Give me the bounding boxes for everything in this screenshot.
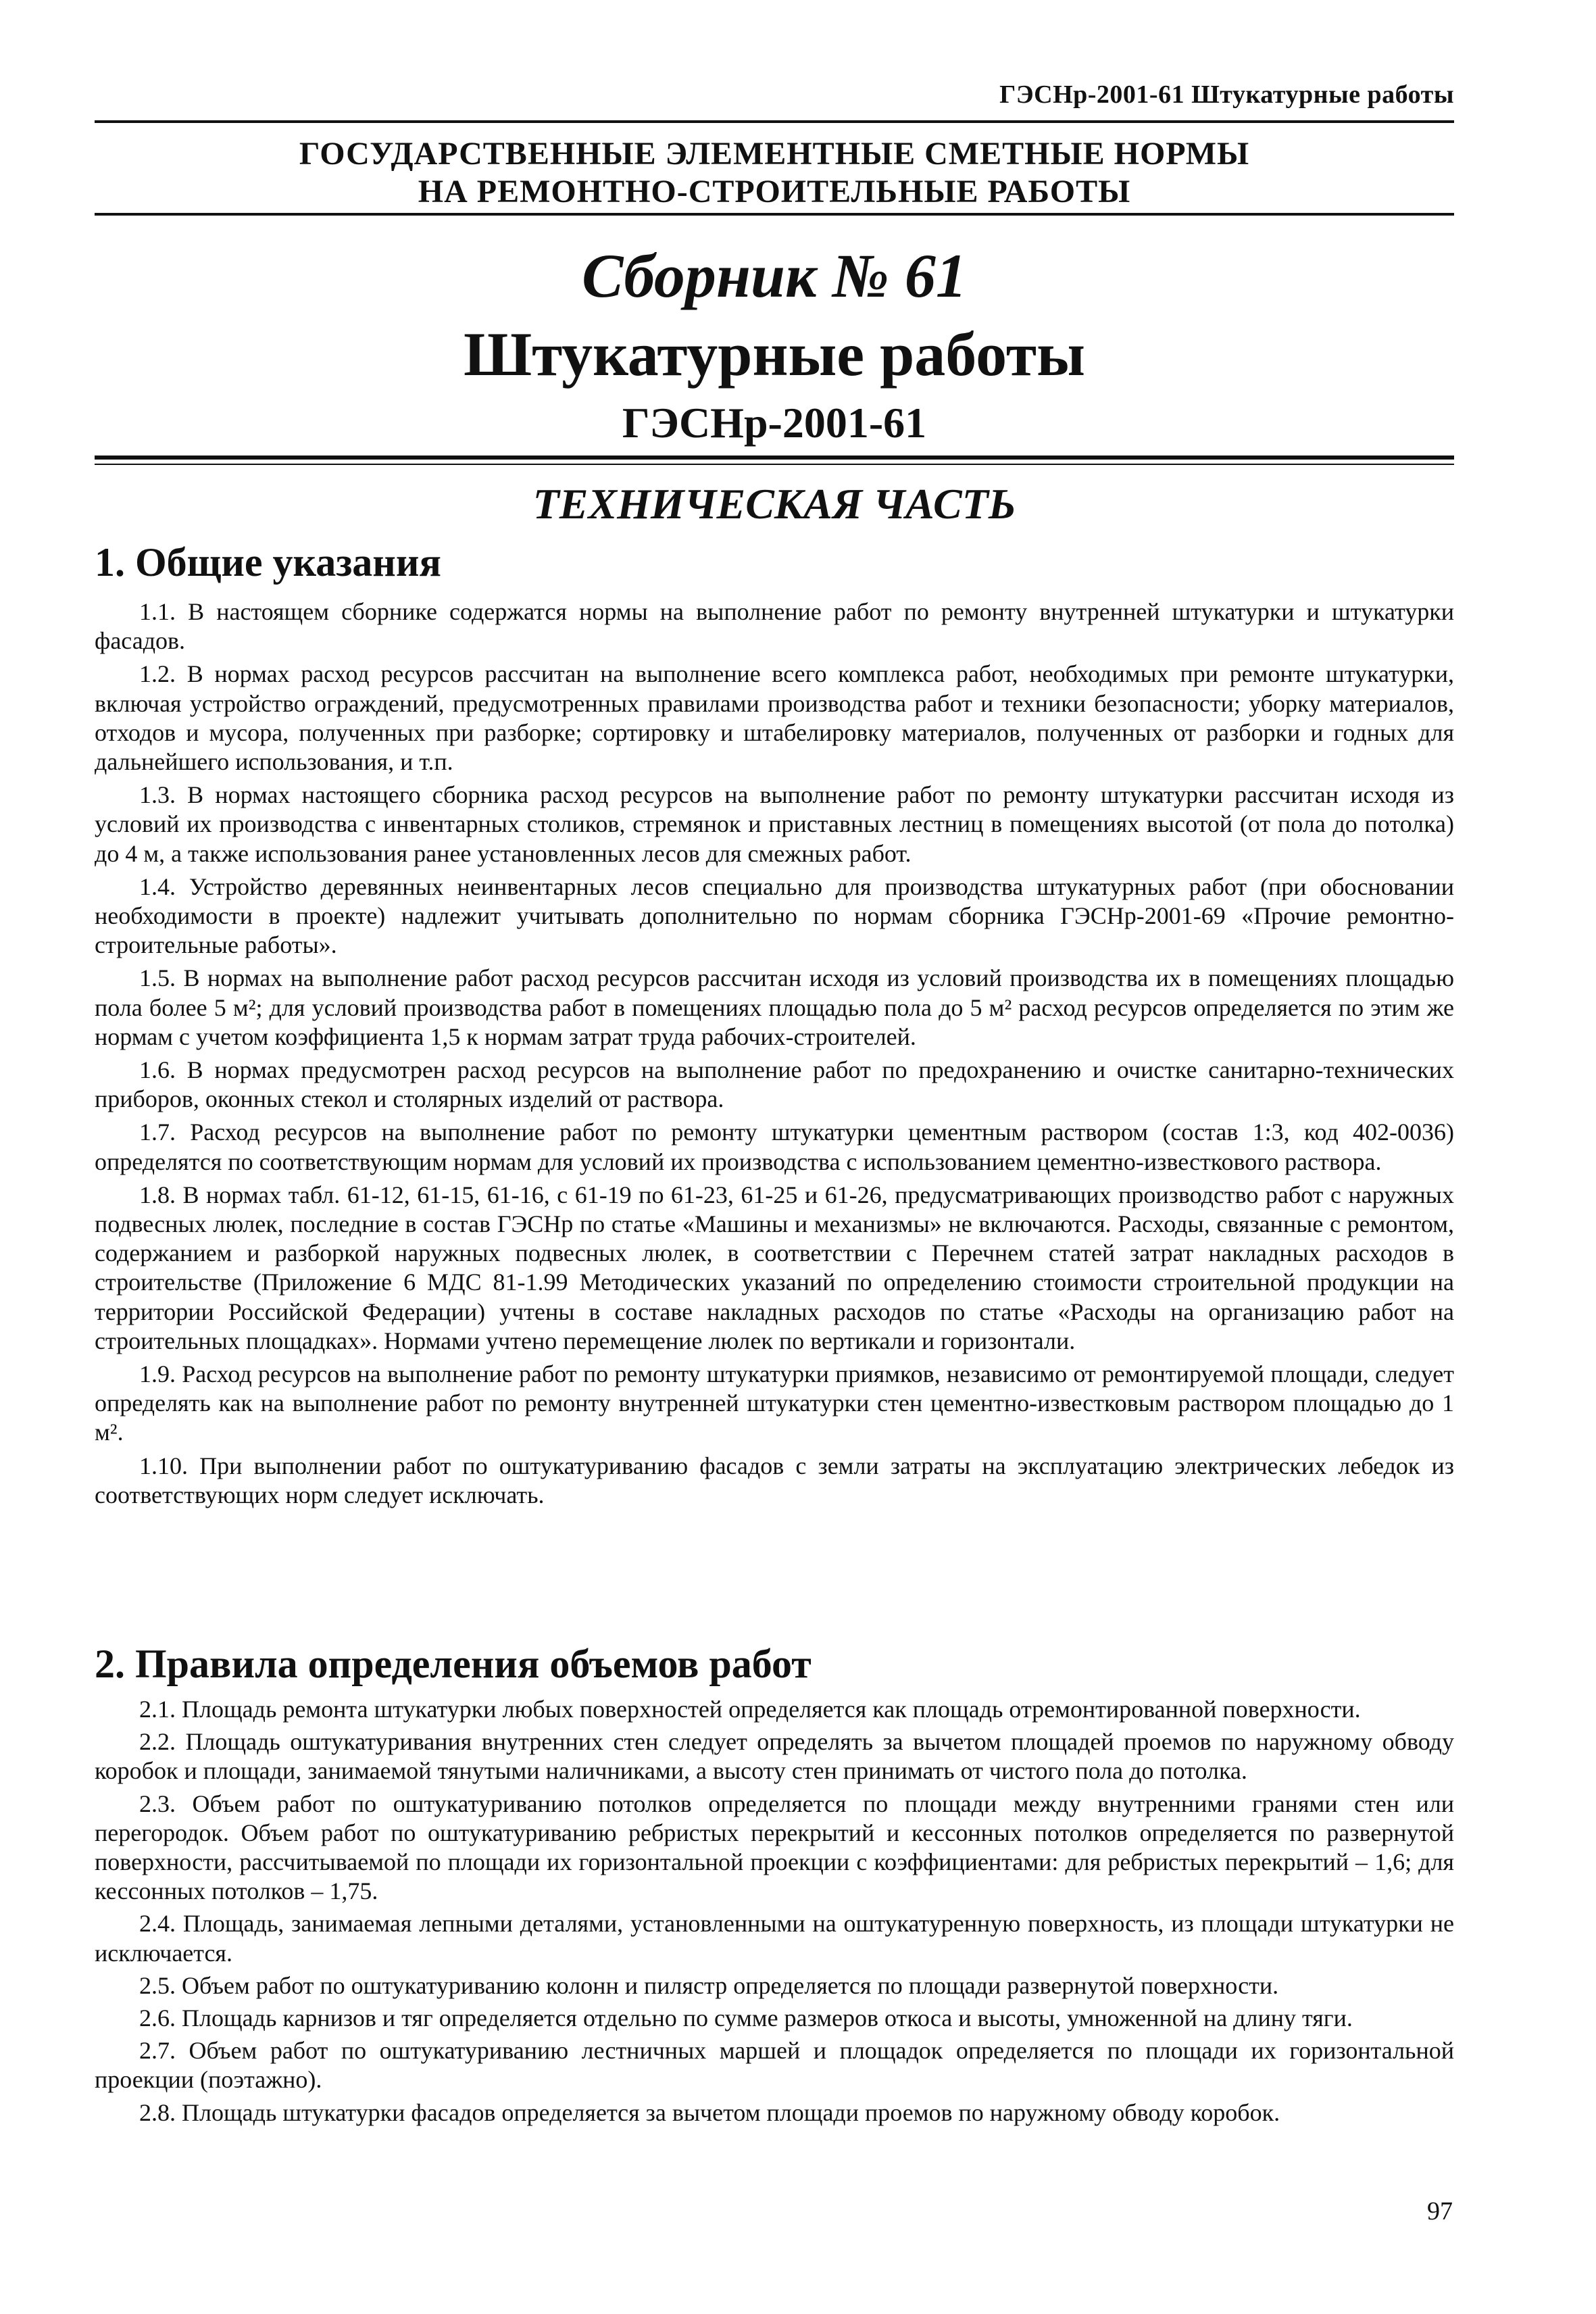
paragraph-1-7: 1.7. Расход ресурсов на выполнение работ по ремонту штукатурки цементным раствором (состав 1:3, код 402-0036) определятся по соответствующим нормам для условий их производства с использованием цементно-известкового раствора.: [95, 1118, 1454, 1175]
title-rule-thin: [95, 464, 1454, 465]
norms-heading-line-1: ГОСУДАРСТВЕННЫЕ ЭЛЕМЕНТНЫЕ СМЕТНЫЕ НОРМЫ: [299, 136, 1250, 172]
paragraph-1-1: 1.1. В настоящем сборнике содержатся нормы на выполнение работ по ремонту внутренней штукатурки и штукатурки фасадов.: [95, 598, 1454, 655]
paragraph-1-10: 1.10. При выполнении работ по оштукатуриванию фасадов с земли затраты на эксплуатацию электрических лебедок из соответствующих норм следует исключать.: [95, 1452, 1454, 1508]
norms-heading: [95, 135, 1454, 211]
paragraph-2-7: 2.7. Объем работ по оштукатуриванию лестничных маршей и площадок определяется по площади их горизонтальной проекции (поэтажно).: [95, 2037, 1454, 2094]
paragraph-2-4: 2.4. Площадь, занимаемая лепными деталями, установленными на оштукатуренную поверхность, из площади штукатурки не исключается.: [95, 1910, 1454, 1967]
header-rule: [95, 120, 1454, 123]
paragraph-1-9: 1.9. Расход ресурсов на выполнение работ по ремонту штукатурки приямков, независимо от ремонтируемой площади, следует определять как на выполнение работ по ремонту внутренней штукатурки стен цементно-известковым раствором площадью до 1 м².: [95, 1360, 1454, 1446]
paragraph-2-5: 2.5. Объем работ по оштукатуриванию колонн и пилястр определяется по площади развернутой поверхности.: [139, 1971, 1279, 1999]
section-2-body: [95, 1695, 1454, 2131]
heading-rule: [95, 213, 1454, 216]
paragraph-1-8: 1.8. В нормах табл. 61-12, 61-15, 61-16, с 61-19 по 61-23, 61-25 и 61-26, предусматривающих производство работ с наружных подвесных люлек, последние в состав ГЭСНр по статье «Машины и механизмы» не включаются. Расходы, связанные с ремонтом, содержанием и разборкой наружных подвесных люлек, в соответствии с Перечнем статей затрат накладных расходов в строительстве (Приложение 6 МДС 81-1.99 Методических указаний по определению стоимости строительной продукции на территории Российской Федерации) учтены в составе накладных расходов по статье «Расходы на организацию работ на строительных площадках». Нормами учтено перемещение люлек по вертикали и горизонтали.: [95, 1181, 1454, 1354]
section-2-title: 2. Правила определения объемов работ: [95, 1642, 812, 1686]
running-header: ГЭСНр-2001-61 Штукатурные работы: [999, 80, 1454, 109]
section-1-body: [95, 597, 1454, 1514]
paragraph-1-3: 1.3. В нормах настоящего сборника расход ресурсов на выполнение работ по ремонту штукатурки рассчитан исходя из условий их производства с инвентарных столиков, стремянок и приставных лестниц в помещениях высотой (от пола до потолка) до 4 м, а также использования ранее установленных лесов для смежных работ.: [95, 781, 1454, 867]
paragraph-2-8: 2.8. Площадь штукатурки фасадов определяется за вычетом площади проемов по наружному обводу коробок.: [139, 2098, 1280, 2126]
document-page: [95, 0, 1454, 2314]
paragraph-1-6: 1.6. В нормах предусмотрен расход ресурсов на выполнение работ по предохранению и очистке санитарно-технических приборов, оконных стекол и столярных изделий от раствора.: [95, 1056, 1454, 1113]
paragraph-2-3: 2.3. Объем работ по оштукатуриванию потолков определяется по площади между внутренними гранями стен или перегородок. Объем работ по оштукатуриванию ребристых перекрытий и кессонных потолков определяется по развернутой поверхности, рассчитываемой по площади их горизонтальной проекции с коэффициентами: для ребристых перекрытий – 1,6; для кессонных потолков – 1,75.: [95, 1790, 1454, 1905]
paragraph-1-2: 1.2. В нормах расход ресурсов рассчитан на выполнение всего комплекса работ, необходимых при ремонте штукатурки, включая устройство ограждений, предусмотренных правилами производства работ и техники безопасности; уборку материалов, отходов и мусора, полученных при разборке; сортировку и штабелировку материалов, полученных от разборки и годных для дальнейшего использования, и т.п.: [95, 660, 1454, 776]
paragraph-1-5: 1.5. В нормах на выполнение работ расход ресурсов рассчитан исходя из условий производства их в помещениях площадью пола более 5 м²; для условий производства работ в помещениях площадью пола до 5 м² расход ресурсов определяется по этим же нормам с учетом коэффициента 1,5 к нормам затрат труда рабочих-строителей.: [95, 964, 1454, 1050]
technical-part-heading: ТЕХНИЧЕСКАЯ ЧАСТЬ: [532, 480, 1016, 528]
document-title: Штукатурные работы: [464, 320, 1085, 389]
paragraph-2-1: 2.1. Площадь ремонта штукатурки любых поверхностей определяется как площадь отремонтированной поверхности.: [139, 1696, 1361, 1723]
paragraph-1-4: 1.4. Устройство деревянных неинвентарных лесов специально для производства штукатурных работ (при обосновании необходимости в проекте) надлежит учитывать дополнительно по нормам сборника ГЭСНр-2001-69 «Прочие ремонтно-строительные работы».: [95, 872, 1454, 959]
paragraph-2-6: 2.6. Площадь карнизов и тяг определяется отдельно по сумме размеров откоса и высоты, умноженной на длину тяги.: [139, 2004, 1353, 2032]
section-1-title: 1. Общие указания: [95, 540, 441, 585]
page-number: 97: [1427, 2197, 1453, 2225]
collection-number: Сборник № 61: [582, 241, 967, 310]
norms-heading-line-2: НА РЕМОНТНО-СТРОИТЕЛЬНЫЕ РАБОТЫ: [418, 174, 1131, 210]
document-code: ГЭСНр-2001-61: [622, 399, 927, 447]
paragraph-2-2: 2.2. Площадь оштукатуривания внутренних стен следует определять за вычетом площадей проемов по наружному обводу коробок и площади, занимаемой тянутыми наличниками, а высоту стен принимать от чистого пола до потолка.: [95, 1728, 1454, 1785]
title-rule-thick: [95, 456, 1454, 460]
